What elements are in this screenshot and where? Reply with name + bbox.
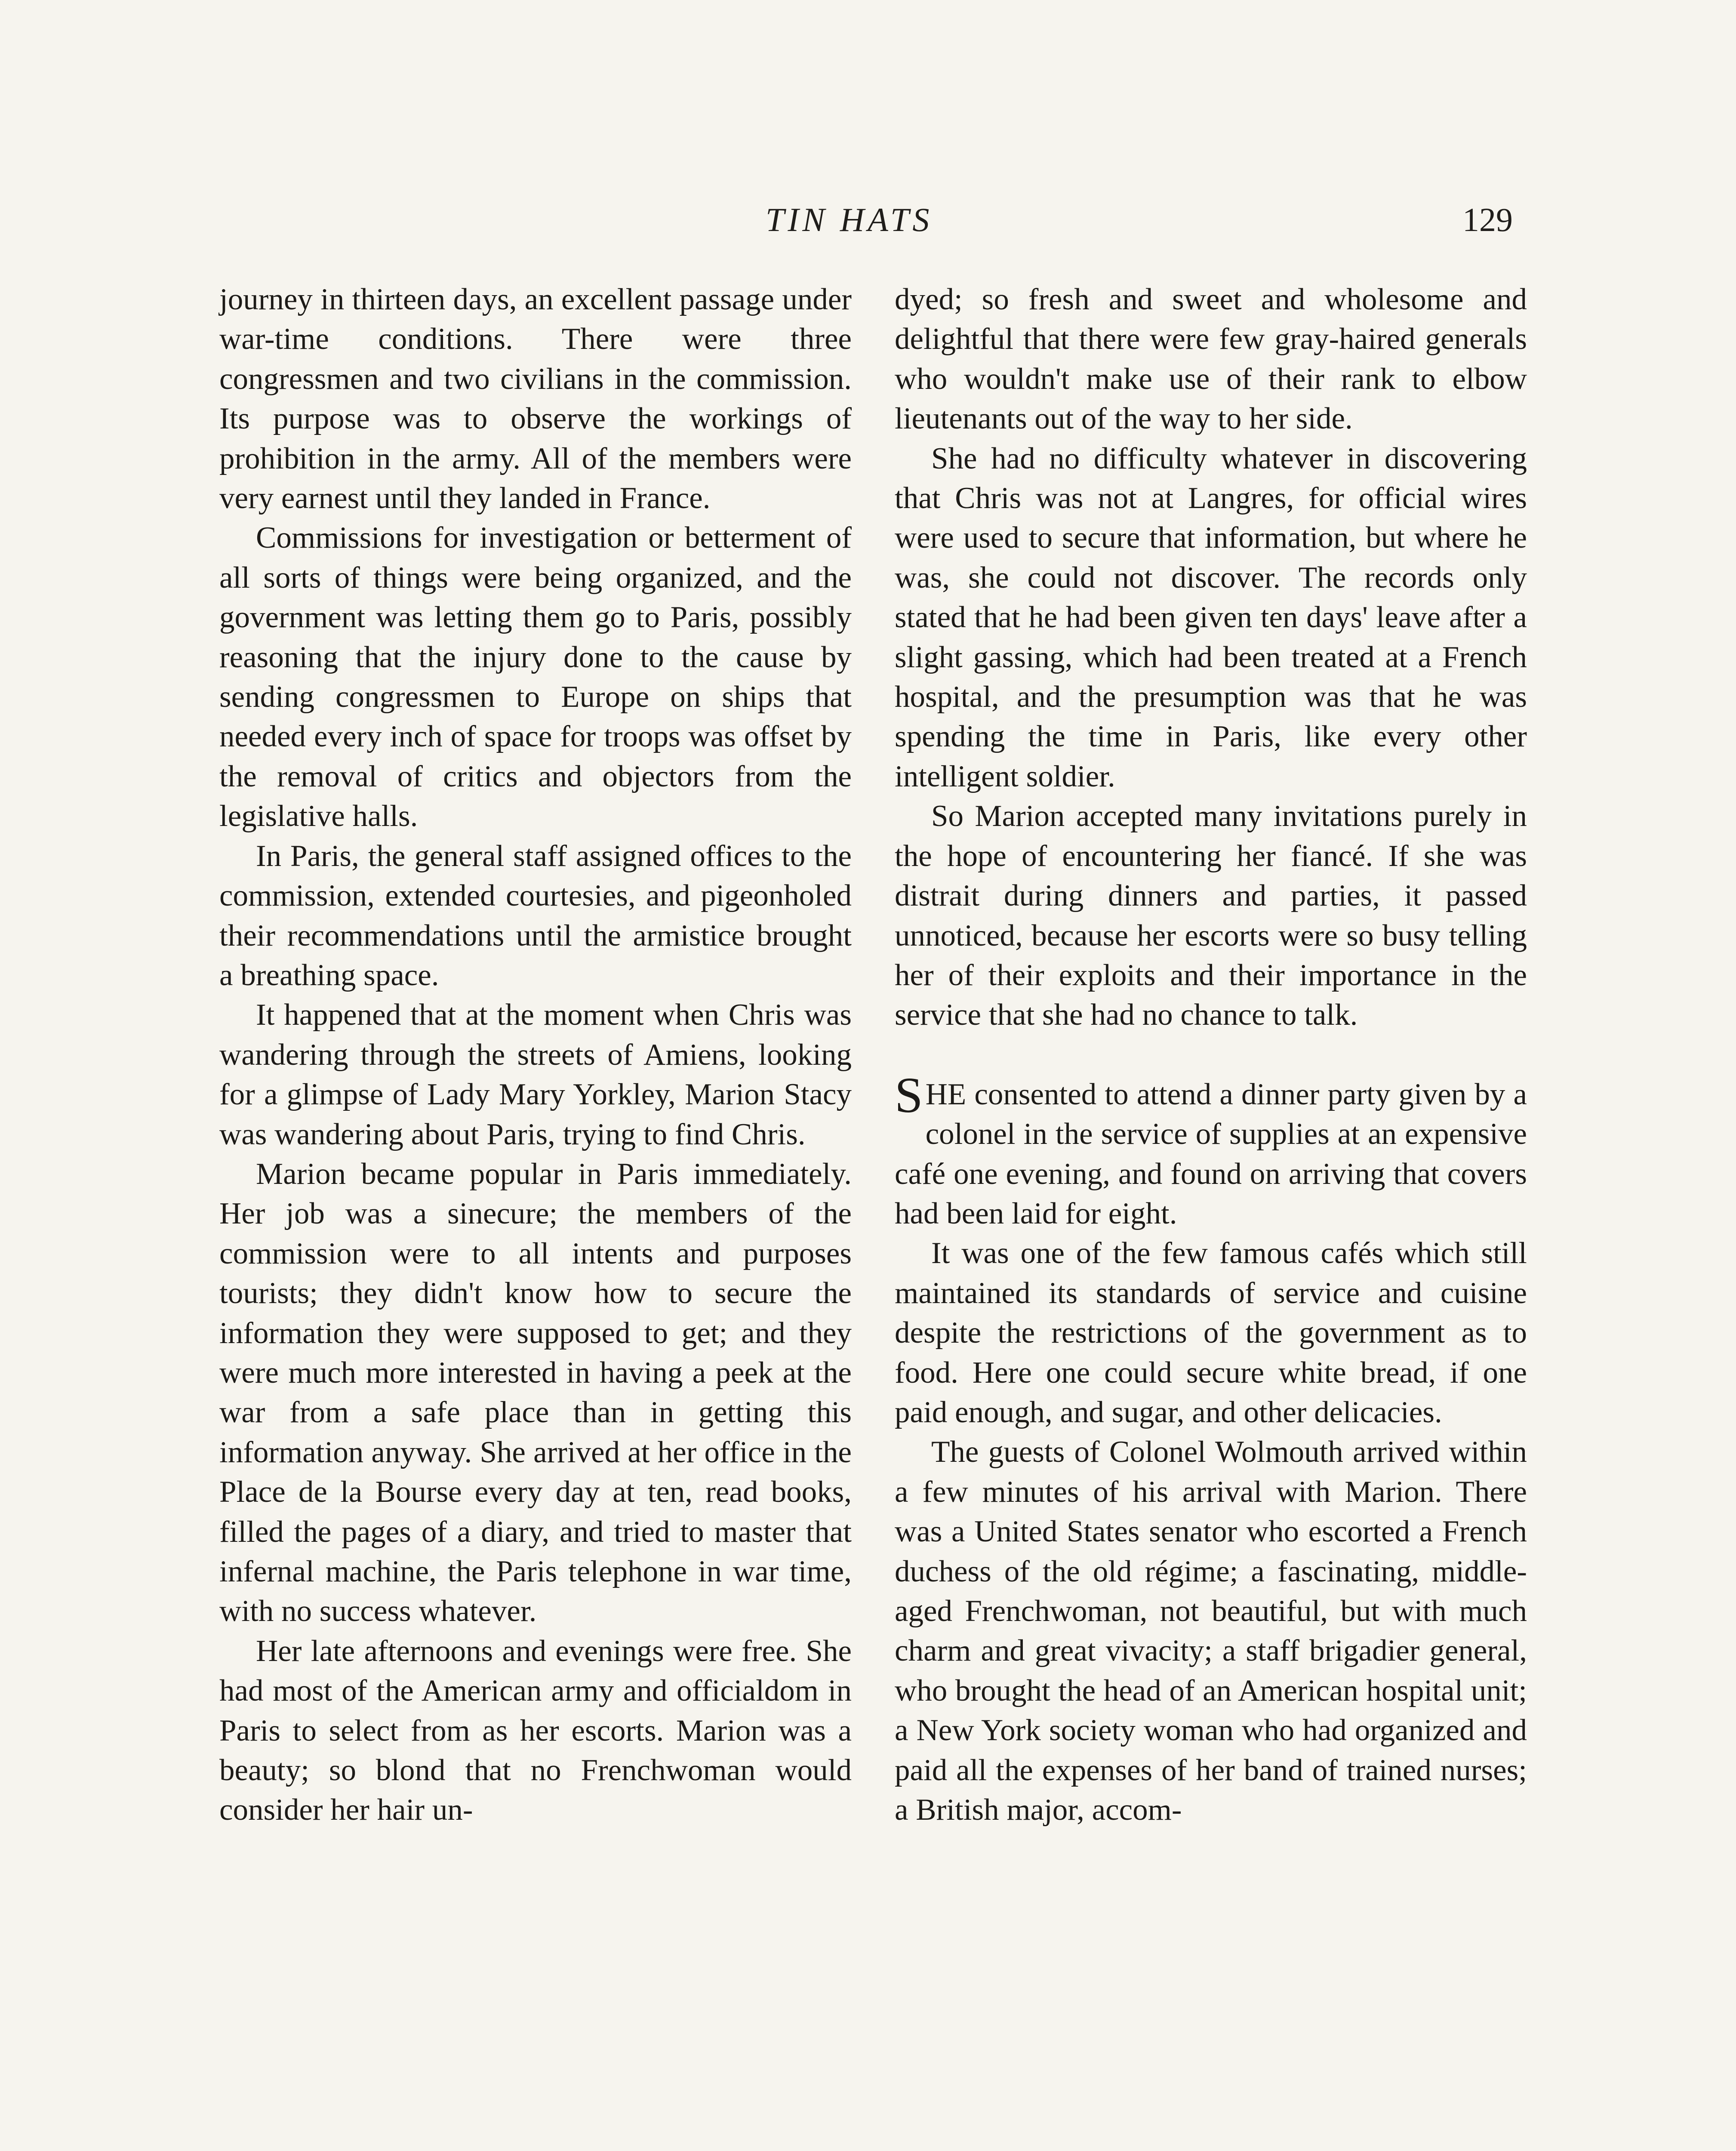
page-number: 129 <box>1462 201 1513 238</box>
paragraph: Marion became popular in Paris immediately. Her job was a sinecure; the members of the commission were to all intents and purposes tourists; they didn't know how to secure the information they were supposed to get; and they were much more interested in having a peek at the war from a safe place than in getting this information anyway. She arrived at her office in the Place de la Bourse every day at ten, read books, filled the pages of a diary, and tried to master that infernal machine, the Paris telephone in war time, with no success whatever. <box>219 1157 852 1628</box>
paragraph-dropcap: SHE consented to attend a dinner party given by a colonel in the service of supplies at an expensive café one evening, and found on arriving that covers had been laid for eight. <box>895 1066 1527 1230</box>
paragraph: Commissions for investigation or betterment of all sorts of things were being organized, and the government was letting them go to Paris, possibly reasoning that the injury done to the cause by sending congressmen to Europe on ships that needed every inch of space for troops was offset by the removal of critics and objectors from the legislative halls. <box>219 521 852 833</box>
left-text-column <box>219 280 852 1830</box>
paragraph: In Paris, the general staff assigned offices to the commission, extended courtesies, and pigeonholed their recommendations until the armistice brought a breathing space. <box>219 839 852 992</box>
paragraph: So Marion accepted many invitations purely in the hope of encountering her fiancé. If she was distrait during dinners and parties, it passed unnoticed, because her escorts were so busy telling her of their exploits and their importance in the service that she had no chance to talk. <box>895 799 1527 1032</box>
section-break <box>895 1035 1527 1075</box>
paragraph: The guests of Colonel Wolmouth arrived within a few minutes of his arrival with Marion. There was a United States senator who escorted a French duchess of the old régime; a fascinating, middle-aged Frenchwoman, not beautiful, but with much charm and great vivacity; a staff brigadier general, who brought the head of an American hospital unit; a New York society woman who had organized and paid all the expenses of her band of trained nurses; a British major, accom- <box>895 1435 1527 1827</box>
paragraph: It was one of the few famous cafés which still maintained its standards of service and cuisine despite the restrictions of the government as to food. Here one could secure white bread, if one paid enough, and sugar, and other delicacies. <box>895 1236 1527 1429</box>
running-title: TIN HATS <box>766 201 933 238</box>
right-text-column <box>895 280 1527 1830</box>
paragraph: Her late afternoons and evenings were free. She had most of the American army and officialdom in Paris to select from as her escorts. Marion was a beauty; so blond that no Frenchwoman would consider her hair un- <box>219 1634 852 1827</box>
paragraph: journey in thirteen days, an excellent passage under war-time conditions. There were three congressmen and two civilians in the commission. Its purpose was to observe the workings of prohibition in the army. All of the members were very earnest until they landed in France. <box>219 283 852 515</box>
paragraph: It happened that at the moment when Chris was wandering through the streets of Amiens, looking for a glimpse of Lady Mary Yorkley, Marion Stacy was wandering about Paris, trying to find Chris. <box>219 998 852 1151</box>
paragraph: She had no difficulty whatever in discovering that Chris was not at Langres, for official wires were used to secure that information, but where he was, she could not discover. The records only stated that he had been given ten days' leave after a slight gassing, which had been treated at a French hospital, and the presumption was that he was spending the time in Paris, like every other intelligent soldier. <box>895 441 1527 793</box>
paragraph: dyed; so fresh and sweet and wholesome and delightful that there were few gray-haired generals who wouldn't make use of their rank to elbow lieutenants out of the way to her side. <box>895 283 1527 436</box>
